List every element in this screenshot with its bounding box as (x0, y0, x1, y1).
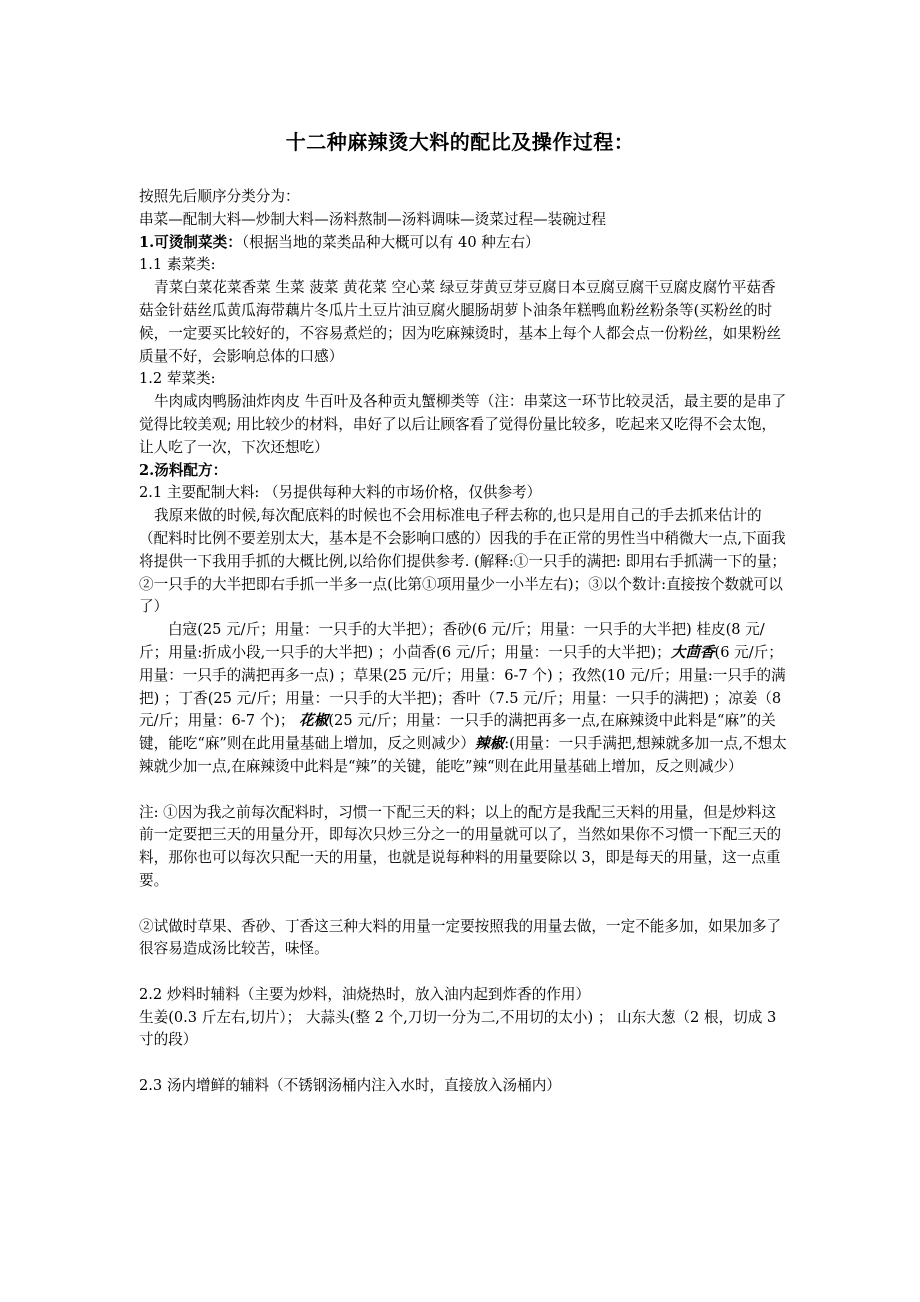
spice-huajiao: 花椒 (299, 712, 329, 730)
spice-dahuixiang: 大茴香 (670, 643, 715, 661)
subsection-2-2-heading: 2.2 炒料时辅料（主要为炒料，油烧热时，放入油内起到炸香的作用） (139, 985, 591, 1003)
spice-explanation: 我原来做的时候,每次配底料的时候也不会用标准电子秤去称的,也只是用自己的手去抓来估计的（配料时比例不要差别太大，基本是不会影响口感的）因我的手在正常的男性当中稍微大一点,下面我将提供一下我用手抓的大概比例,以给你们提供参考. (解释:①一只手的满把: 即用右手抓满一下的量；②一只手的大半把即右手抓一半多一点(比第①项用量少一小半左右)；③以个数计:直接按个数就可以了） (139, 507, 787, 616)
subsection-2-1-heading: 2.1 主要配制大料: （另提供每种大料的市场价格，仅供参考） (139, 484, 542, 502)
spice-text-2: (6 元/斤；用量：一只手的满把再多一点) ；草果(25 元/斤；用量：6-7 个) ；孜然(10 元/斤；用量:一只手的满把) ；丁香(25 元/斤；用量：一只手的大半把)；香叶（7.5 元/斤；用量：一只手的满把) ；凉姜（8 元/斤；用量：6-7 个)； (139, 643, 786, 730)
spacer (139, 1052, 789, 1075)
document-body (139, 186, 789, 1098)
spice-text-3: (25 元/斤；用量：一只手的满把再多一点,在麻辣烫中此料是“麻”的关键，能吃“麻”则在此用量基础上增加，反之则减少） (139, 712, 776, 753)
spacer (139, 961, 789, 984)
spacer (139, 779, 789, 802)
note-2: ②试做时草果、香砂、丁香这三种大料的用量一定要按照我的用量去做，一定不能多加，如果加多了很容易造成汤比较苦，味怪。 (139, 917, 782, 958)
spice-text-1: 白寇(25 元/斤；用量：一只手的大半把）；香砂(6 元/斤；用量：一只手的大半把) 桂皮(8 元/斤；用量:折成小段,一只手的大半把) ；小茴香(6 元/斤；用量：一只手的大半把)； (139, 621, 765, 661)
spice-recipe (139, 619, 789, 779)
subsection-1-2-heading: 1.2 荤菜类: (139, 370, 216, 388)
frying-ingredients: 生姜(0.3 斤左右,切片）； 大蒜头(整 2 个,刀切一分为二,不用切的太小) ； 山东大葱（2 根，切成 3 寸的段） (139, 1008, 777, 1049)
section-2-heading: 2.汤料配方： (139, 461, 228, 479)
spice-text-4: :(用量：一只手满把,想辣就多加一点,不想太辣就少加一点,在麻辣烫中此料是“辣”的关键，能吃”辣“则在此用量基础上增加，反之则减少） (139, 735, 787, 775)
note-1: 注: ①因为我之前每次配料时，习惯一下配三天的料；以上的配方是我配三天料的用量，但是炒料这前一定要把三天的用量分开，即每次只炒三分之一的用量就可以了，当然如果你不习惯一下配三天的料，那你也可以每次只配一天的用量，也就是说每种料的用量要除以 3，即是每天的用量，这一点重要。 (139, 803, 782, 889)
spacer (139, 893, 789, 916)
section-1 (139, 232, 789, 255)
vegetable-list: 青菜白菜花菜香菜 生菜 菠菜 黄花菜 空心菜 绿豆芽黄豆芽豆腐日本豆腐豆腐干豆腐皮腐竹平菇香菇金针菇丝瓜黄瓜海带藕片冬瓜片土豆片油豆腐火腿肠胡萝卜油条年糕鸭血粉丝粉条等(买粉丝的时候，一定要买比较好的，不容易煮烂的；因为吃麻辣烫时，基本上每个人都会点一份粉丝，如果粉丝质量不好，会影响总体的口感） (139, 279, 782, 365)
intro-line: 按照先后顺序分类分为： (139, 188, 300, 205)
section-1-note: （根据当地的菜类品种大概可以有 40 种左右） (241, 233, 540, 251)
spice-lajiao: 辣椒 (475, 735, 505, 753)
subsection-2-3-heading: 2.3 汤内增鲜的辅料（不锈钢汤桶内注入水时，直接放入汤桶内） (139, 1077, 561, 1095)
subsection-1-1-heading: 1.1 素菜类: (139, 256, 216, 274)
process-steps: 串菜—配制大料—炒制大料—汤料熬制—汤料调味—烫菜过程—装碗过程 (139, 210, 607, 228)
page-title: 十二种麻辣烫大料的配比及操作过程： (285, 130, 635, 154)
section-1-heading: 1.可烫制菜类： (139, 233, 242, 251)
meat-list: 牛肉咸肉鸭肠油炸肉皮 牛百叶及各种贡丸蟹柳类等（注：串菜这一环节比较灵活，最主要的是串了觉得比较美观; 用比较少的材料，串好了以后让顾客看了觉得份量比较多，吃起来又吃得不会太饱，让人吃了一次，下次还想吃） (139, 393, 787, 456)
